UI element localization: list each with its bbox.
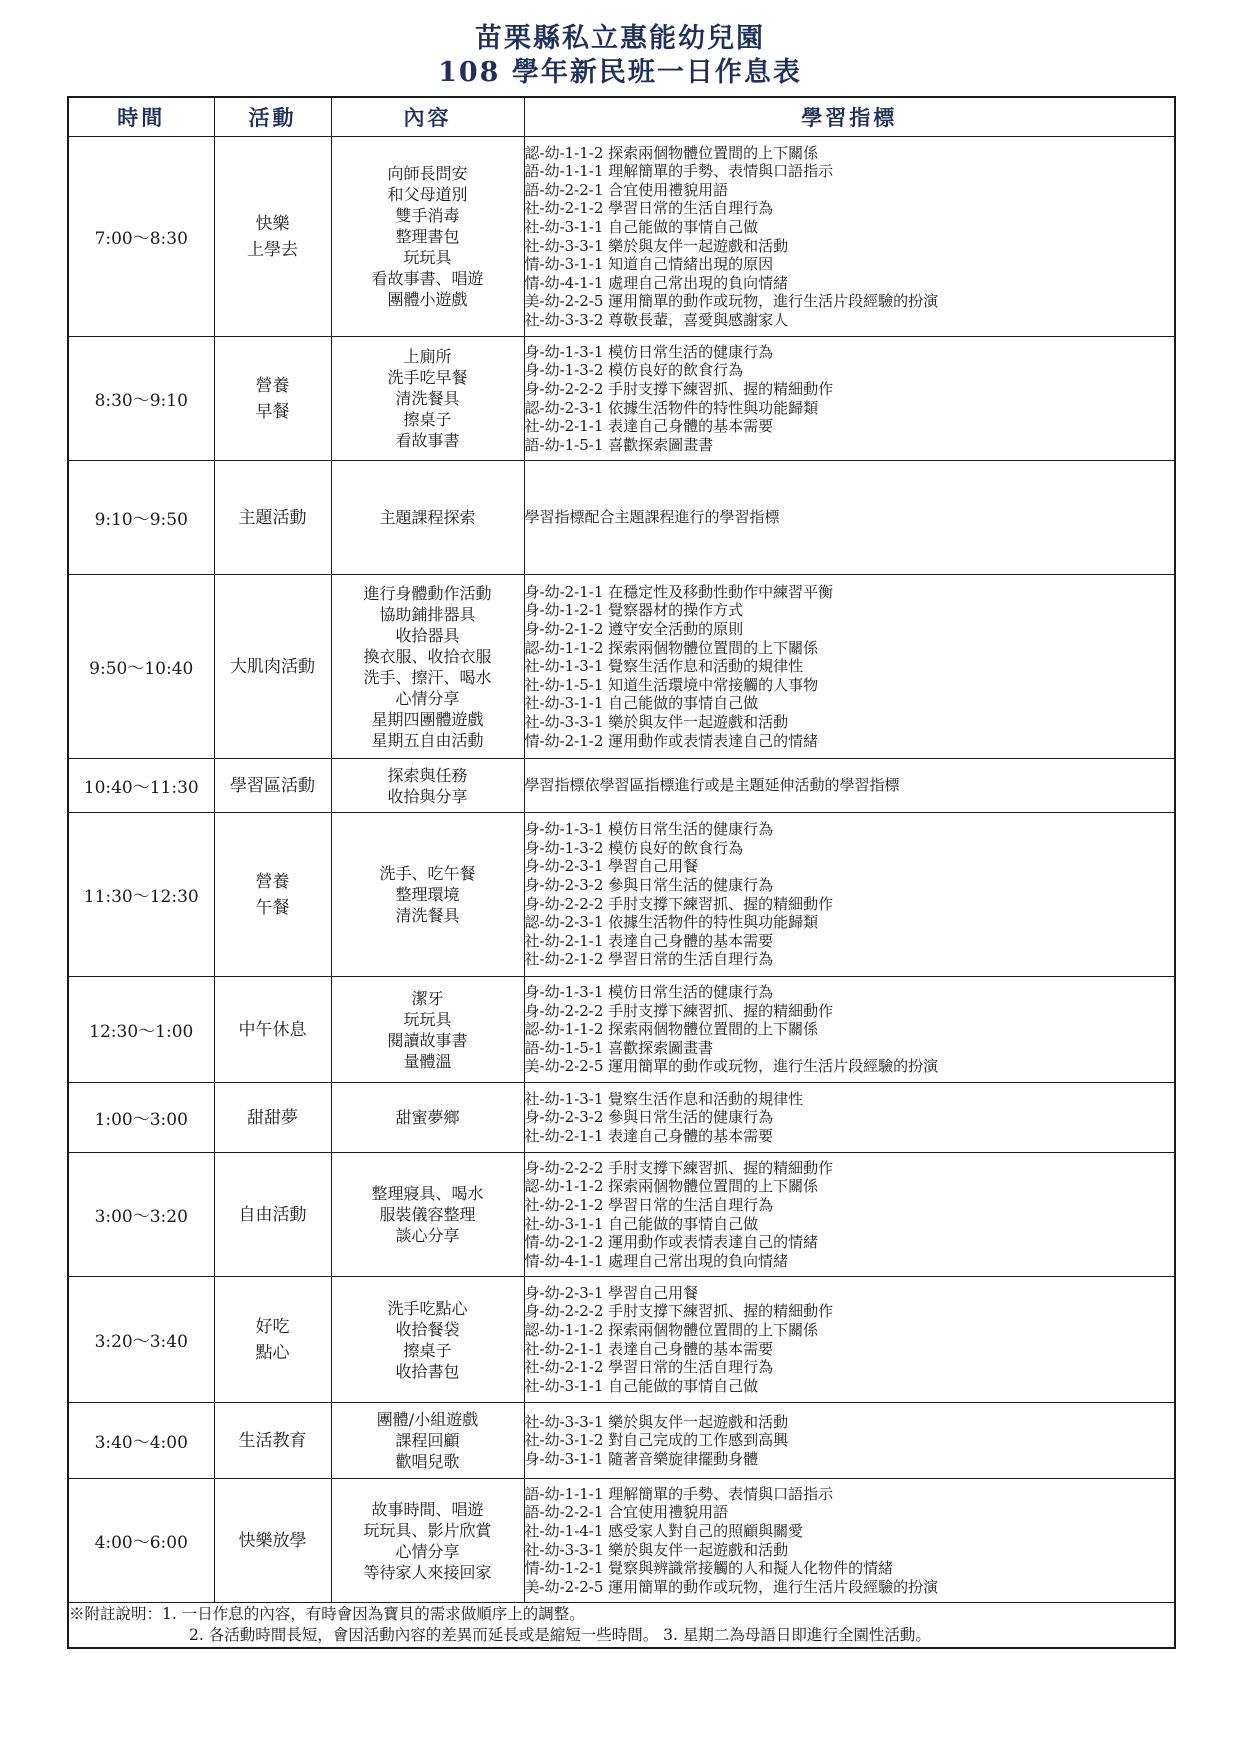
indicator-line: 身-幼-2-2-2 手肘支撐下練習抓、握的精細動作 (524, 894, 834, 913)
time-cell: 7:00～8:30 (68, 137, 214, 337)
indicator-line: 社-幼-3-3-2 尊敬長輩，喜愛與感謝家人 (524, 310, 789, 329)
daily-schedule-table (67, 96, 1176, 1649)
content-line: 看故事書 (395, 431, 460, 450)
indicator-cell (524, 1083, 1175, 1153)
footnote-line-1: ※附註說明：1. 一日作息的內容，有時會因為寶貝的需求做順序上的調整。 (69, 1605, 585, 1623)
activity-cell (214, 977, 331, 1083)
indicator-line: 社-幼-2-1-2 學習日常的生活自理行為 (524, 950, 774, 969)
indicator-line: 認-幼-1-1-2 探索兩個物體位置間的上下關係 (524, 1020, 819, 1039)
indicator-line: 社-幼-2-1-1 表達自己身體的基本需要 (524, 417, 774, 436)
indicator-cell (524, 337, 1175, 461)
header-row (68, 97, 1175, 137)
indicator-cell (524, 1403, 1175, 1479)
content-line: 收拾餐袋 (395, 1319, 460, 1339)
time-cell: 8:30～9:10 (68, 337, 214, 461)
activity-line: 午餐 (255, 897, 290, 918)
indicator-line: 身-幼-1-3-2 模仿良好的飲食行為 (524, 361, 744, 380)
schedule-body (68, 137, 1175, 1603)
indicator-line: 認-幼-1-1-2 探索兩個物體位置間的上下關係 (524, 143, 819, 162)
indicator-line: 語-幼-1-5-1 喜歡探索圖畫書 (524, 435, 714, 454)
content-line: 歡唱兒歌 (395, 1452, 460, 1471)
activity-cell (214, 461, 331, 575)
indicator-line: 身-幼-1-2-1 覺察器材的操作方式 (524, 601, 744, 620)
indicator-line: 社-幼-3-3-1 樂於與友伴一起遊戲和活動 (524, 1540, 789, 1559)
indicator-line: 語-幼-1-5-1 喜歡探索圖畫書 (524, 1038, 714, 1057)
content-line: 收拾書包 (395, 1361, 460, 1381)
activity-line: 快樂放學 (238, 1530, 307, 1551)
indicator-line: 社-幼-3-1-1 自己能做的事情自己做 (524, 694, 759, 713)
content-line: 談心分享 (395, 1226, 460, 1245)
indicator-line: 語-幼-1-1-1 理解簡單的手勢、表情與口語指示 (524, 1484, 834, 1503)
indicator-line: 情-幼-2-1-2 運用動作或表情表達自己的情緒 (524, 1233, 819, 1252)
indicator-line: 社-幼-3-3-1 樂於與友伴一起遊戲和活動 (524, 236, 789, 255)
activity-cell (214, 759, 331, 813)
indicator-line: 語-幼-1-1-1 理解簡單的手勢、表情與口語指示 (524, 162, 834, 181)
activity-line: 生活教育 (238, 1430, 307, 1451)
time-cell: 3:20～3:40 (68, 1277, 214, 1403)
activity-line: 主題活動 (238, 507, 307, 528)
activity-cell (214, 1083, 331, 1153)
indicator-line: 社-幼-2-1-1 表達自己身體的基本需要 (524, 1126, 774, 1145)
content-line: 量體溫 (403, 1051, 452, 1071)
activity-line: 營養 (255, 375, 290, 396)
indicator-line: 美-幼-2-2-5 運用簡單的動作或玩物，進行生活片段經驗的扮演 (524, 1057, 939, 1076)
content-cell (331, 1277, 524, 1403)
school-name: 苗栗縣私立惠能幼兒園 (475, 23, 765, 54)
content-line: 進行身體動作活動 (363, 583, 492, 603)
indicator-line: 情-幼-2-1-2 運用動作或表情表達自己的情緒 (524, 731, 819, 750)
activity-cell (214, 137, 331, 337)
content-line: 服裝儀容整理 (379, 1205, 476, 1224)
activity-line: 早餐 (255, 401, 290, 422)
content-line: 探索與任務 (387, 765, 468, 785)
indicator-line: 學習指標配合主題課程進行的學習指標 (524, 508, 780, 527)
activity-line: 學習區活動 (230, 775, 315, 796)
content-cell (331, 759, 524, 813)
content-line: 洗手吃早餐 (387, 368, 468, 387)
time-cell: 12:30～1:00 (68, 977, 214, 1083)
header-indicators: 學習指標 (524, 97, 1175, 137)
indicator-line: 語-幼-2-2-1 合宜使用禮貌用語 (524, 180, 729, 199)
content-line: 雙手消毒 (395, 206, 460, 225)
time-cell: 3:40～4:00 (68, 1403, 214, 1479)
activity-line: 好吃 (255, 1316, 290, 1337)
activity-cell (214, 813, 331, 977)
content-cell (331, 137, 524, 337)
activity-line: 甜甜夢 (247, 1107, 298, 1128)
content-line: 清洗餐具 (395, 906, 460, 925)
indicator-cell (524, 575, 1175, 759)
content-line: 收拾與分享 (387, 786, 468, 806)
content-line: 玩玩具 (403, 1009, 452, 1029)
indicator-line: 社-幼-3-3-1 樂於與友伴一起遊戲和活動 (524, 1412, 789, 1431)
content-line: 課程回顧 (395, 1431, 460, 1450)
content-line: 收拾器具 (395, 625, 460, 645)
indicator-cell (524, 813, 1175, 977)
indicator-line: 情-幼-4-1-1 處理自己常出現的負向情緒 (524, 1251, 789, 1270)
indicator-line: 身-幼-2-1-2 遵守安全活動的原則 (524, 620, 744, 639)
indicator-line: 身-幼-2-2-2 手肘支撐下練習抓、握的精細動作 (524, 1158, 834, 1177)
time-cell: 9:50～10:40 (68, 575, 214, 759)
time-cell: 10:40～11:30 (68, 759, 214, 813)
content-line: 心情分享 (395, 688, 460, 708)
indicator-line: 語-幼-2-2-1 合宜使用禮貌用語 (524, 1503, 729, 1522)
indicator-cell (524, 1277, 1175, 1403)
indicator-line: 社-幼-1-5-1 知道生活環境中常接觸的人事物 (524, 675, 819, 694)
indicator-line: 身-幼-1-3-1 模仿日常生活的健康行為 (524, 342, 774, 361)
indicator-line: 認-幼-1-1-2 探索兩個物體位置間的上下關係 (524, 638, 819, 657)
activity-cell (214, 1277, 331, 1403)
header-time: 時間 (68, 97, 214, 137)
indicator-line: 認-幼-1-1-2 探索兩個物體位置間的上下關係 (524, 1177, 819, 1196)
content-line: 等待家人來接回家 (363, 1562, 492, 1582)
content-line: 向師長問安 (387, 164, 468, 183)
content-line: 甜蜜夢鄉 (395, 1108, 460, 1127)
indicator-line: 身-幼-3-1-1 隨著音樂旋律擺動身體 (524, 1449, 759, 1468)
content-line: 擦桌子 (403, 1340, 452, 1360)
indicator-line: 情-幼-1-2-1 覺察與辨識常接觸的人和擬人化物件的情緒 (524, 1559, 894, 1578)
indicator-line: 情-幼-3-1-1 知道自己情緒出現的原因 (524, 255, 774, 274)
content-line: 上廁所 (403, 347, 452, 366)
indicator-cell (524, 137, 1175, 337)
content-cell (331, 813, 524, 977)
footnote-line-2: 2. 各活動時間長短，會因活動內容的差異而延長或是縮短一些時間。 3. 星期二為母語日即進行全園性活動。 (189, 1626, 931, 1644)
content-line: 心情分享 (395, 1541, 460, 1561)
content-cell (331, 1403, 524, 1479)
activity-cell (214, 1479, 331, 1603)
indicator-line: 社-幼-1-4-1 感受家人對自己的照顧與關愛 (524, 1521, 804, 1540)
activity-line: 營養 (255, 871, 290, 892)
content-line: 整理書包 (395, 227, 460, 246)
time-cell: 1:00～3:00 (68, 1083, 214, 1153)
indicator-line: 社-幼-2-1-1 表達自己身體的基本需要 (524, 1339, 774, 1358)
content-line: 主題課程探索 (379, 508, 476, 527)
content-line: 清洗餐具 (395, 389, 460, 408)
activity-cell (214, 337, 331, 461)
indicator-line: 社-幼-2-1-2 學習日常的生活自理行為 (524, 1195, 774, 1214)
content-line: 擦桌子 (403, 410, 452, 429)
indicator-line: 身-幼-2-2-2 手肘支撐下練習抓、握的精細動作 (524, 1001, 834, 1020)
content-line: 協助鋪排器具 (379, 604, 476, 624)
content-line: 星期五自由活動 (371, 730, 484, 750)
indicator-line: 身-幼-2-2-2 手肘支撐下練習抓、握的精細動作 (524, 1302, 834, 1321)
content-line: 閱讀故事書 (387, 1030, 468, 1050)
activity-line: 點心 (255, 1342, 290, 1363)
content-line: 洗手、吃午餐 (379, 864, 476, 883)
indicator-cell (524, 977, 1175, 1083)
indicator-line: 認-幼-2-3-1 依據生活物件的特性與功能歸類 (524, 913, 819, 932)
content-cell (331, 977, 524, 1083)
content-cell (331, 1083, 524, 1153)
activity-line: 快樂 (255, 213, 290, 234)
indicator-line: 身-幼-2-3-1 學習自己用餐 (524, 1283, 699, 1302)
indicator-line: 社-幼-3-1-1 自己能做的事情自己做 (524, 1214, 759, 1233)
footnote (68, 1603, 1175, 1649)
content-line: 團體/小組遊戲 (376, 1410, 479, 1429)
indicator-line: 身-幼-2-3-1 學習自己用餐 (524, 857, 699, 876)
activity-line: 大肌肉活動 (230, 656, 315, 677)
time-cell: 11:30～12:30 (68, 813, 214, 977)
indicator-line: 情-幼-4-1-1 處理自己常出現的負向情緒 (524, 273, 789, 292)
indicator-line: 身-幼-2-3-2 參與日常生活的健康行為 (524, 875, 774, 894)
content-cell (331, 1479, 524, 1603)
indicator-line: 社-幼-1-3-1 覺察生活作息和活動的規律性 (524, 657, 804, 676)
content-line: 潔牙 (411, 988, 444, 1008)
header-content: 內容 (331, 97, 524, 137)
content-line: 整理寢具、喝水 (371, 1184, 484, 1203)
content-line: 洗手吃點心 (387, 1298, 468, 1318)
activity-cell (214, 575, 331, 759)
time-cell: 3:00～3:20 (68, 1153, 214, 1277)
indicator-cell (524, 1153, 1175, 1277)
schedule-title: 108 學年新民班一日作息表 (438, 57, 802, 88)
indicator-cell (524, 461, 1175, 575)
indicator-line: 身-幼-2-2-2 手肘支撐下練習抓、握的精細動作 (524, 379, 834, 398)
indicator-line: 身-幼-1-3-1 模仿日常生活的健康行為 (524, 820, 774, 839)
indicator-line: 認-幼-2-3-1 依據生活物件的特性與功能歸類 (524, 398, 819, 417)
content-line: 故事時間、唱遊 (371, 1499, 484, 1519)
indicator-line: 美-幼-2-2-5 運用簡單的動作或玩物，進行生活片段經驗的扮演 (524, 1577, 939, 1596)
content-line: 星期四團體遊戲 (371, 709, 484, 729)
indicator-line: 學習指標依學習區指標進行或是主題延伸活動的學習指標 (524, 776, 900, 795)
indicator-line: 社-幼-3-3-1 樂於與友伴一起遊戲和活動 (524, 712, 789, 731)
indicator-line: 美-幼-2-2-5 運用簡單的動作或玩物，進行生活片段經驗的扮演 (524, 292, 939, 311)
content-line: 整理環境 (395, 885, 460, 904)
indicator-line: 社-幼-3-1-1 自己能做的事情自己做 (524, 1376, 759, 1395)
indicator-line: 身-幼-2-3-2 參與日常生活的健康行為 (524, 1108, 774, 1127)
indicator-line: 社-幼-2-1-2 學習日常的生活自理行為 (524, 1358, 774, 1377)
indicator-line: 社-幼-3-1-2 對自己完成的工作感到高興 (524, 1431, 789, 1450)
content-cell (331, 337, 524, 461)
indicator-line: 身-幼-1-3-1 模仿日常生活的健康行為 (524, 983, 774, 1002)
activity-line: 上學去 (247, 239, 298, 260)
indicator-line: 社-幼-2-1-2 學習日常的生活自理行為 (524, 199, 774, 218)
content-line: 團體小遊戲 (387, 290, 468, 309)
content-cell (331, 461, 524, 575)
indicator-line: 社-幼-1-3-1 覺察生活作息和活動的規律性 (524, 1089, 804, 1108)
indicator-cell (524, 759, 1175, 813)
content-line: 和父母道別 (387, 185, 468, 204)
content-cell (331, 575, 524, 759)
activity-line: 中午休息 (238, 1019, 307, 1040)
document-title (0, 22, 1240, 90)
content-cell (331, 1153, 524, 1277)
indicator-line: 身-幼-2-1-1 在穩定性及移動性動作中練習平衡 (524, 582, 834, 601)
content-line: 看故事書、唱遊 (371, 269, 484, 288)
content-line: 洗手、擦汗、喝水 (363, 667, 492, 687)
time-cell: 4:00～6:00 (68, 1479, 214, 1603)
indicator-line: 身-幼-1-3-2 模仿良好的飲食行為 (524, 838, 744, 857)
time-cell: 9:10～9:50 (68, 461, 214, 575)
activity-cell (214, 1403, 331, 1479)
content-line: 玩玩具 (403, 248, 452, 267)
content-line: 玩玩具、影片欣賞 (363, 1520, 492, 1540)
header-activity: 活動 (214, 97, 331, 137)
activity-line: 自由活動 (238, 1204, 307, 1225)
content-line: 換衣服、收拾衣服 (363, 646, 492, 666)
indicator-cell (524, 1479, 1175, 1603)
indicator-line: 社-幼-2-1-1 表達自己身體的基本需要 (524, 931, 774, 950)
indicator-line: 認-幼-1-1-2 探索兩個物體位置間的上下關係 (524, 1320, 819, 1339)
activity-cell (214, 1153, 331, 1277)
indicator-line: 社-幼-3-1-1 自己能做的事情自己做 (524, 217, 759, 236)
